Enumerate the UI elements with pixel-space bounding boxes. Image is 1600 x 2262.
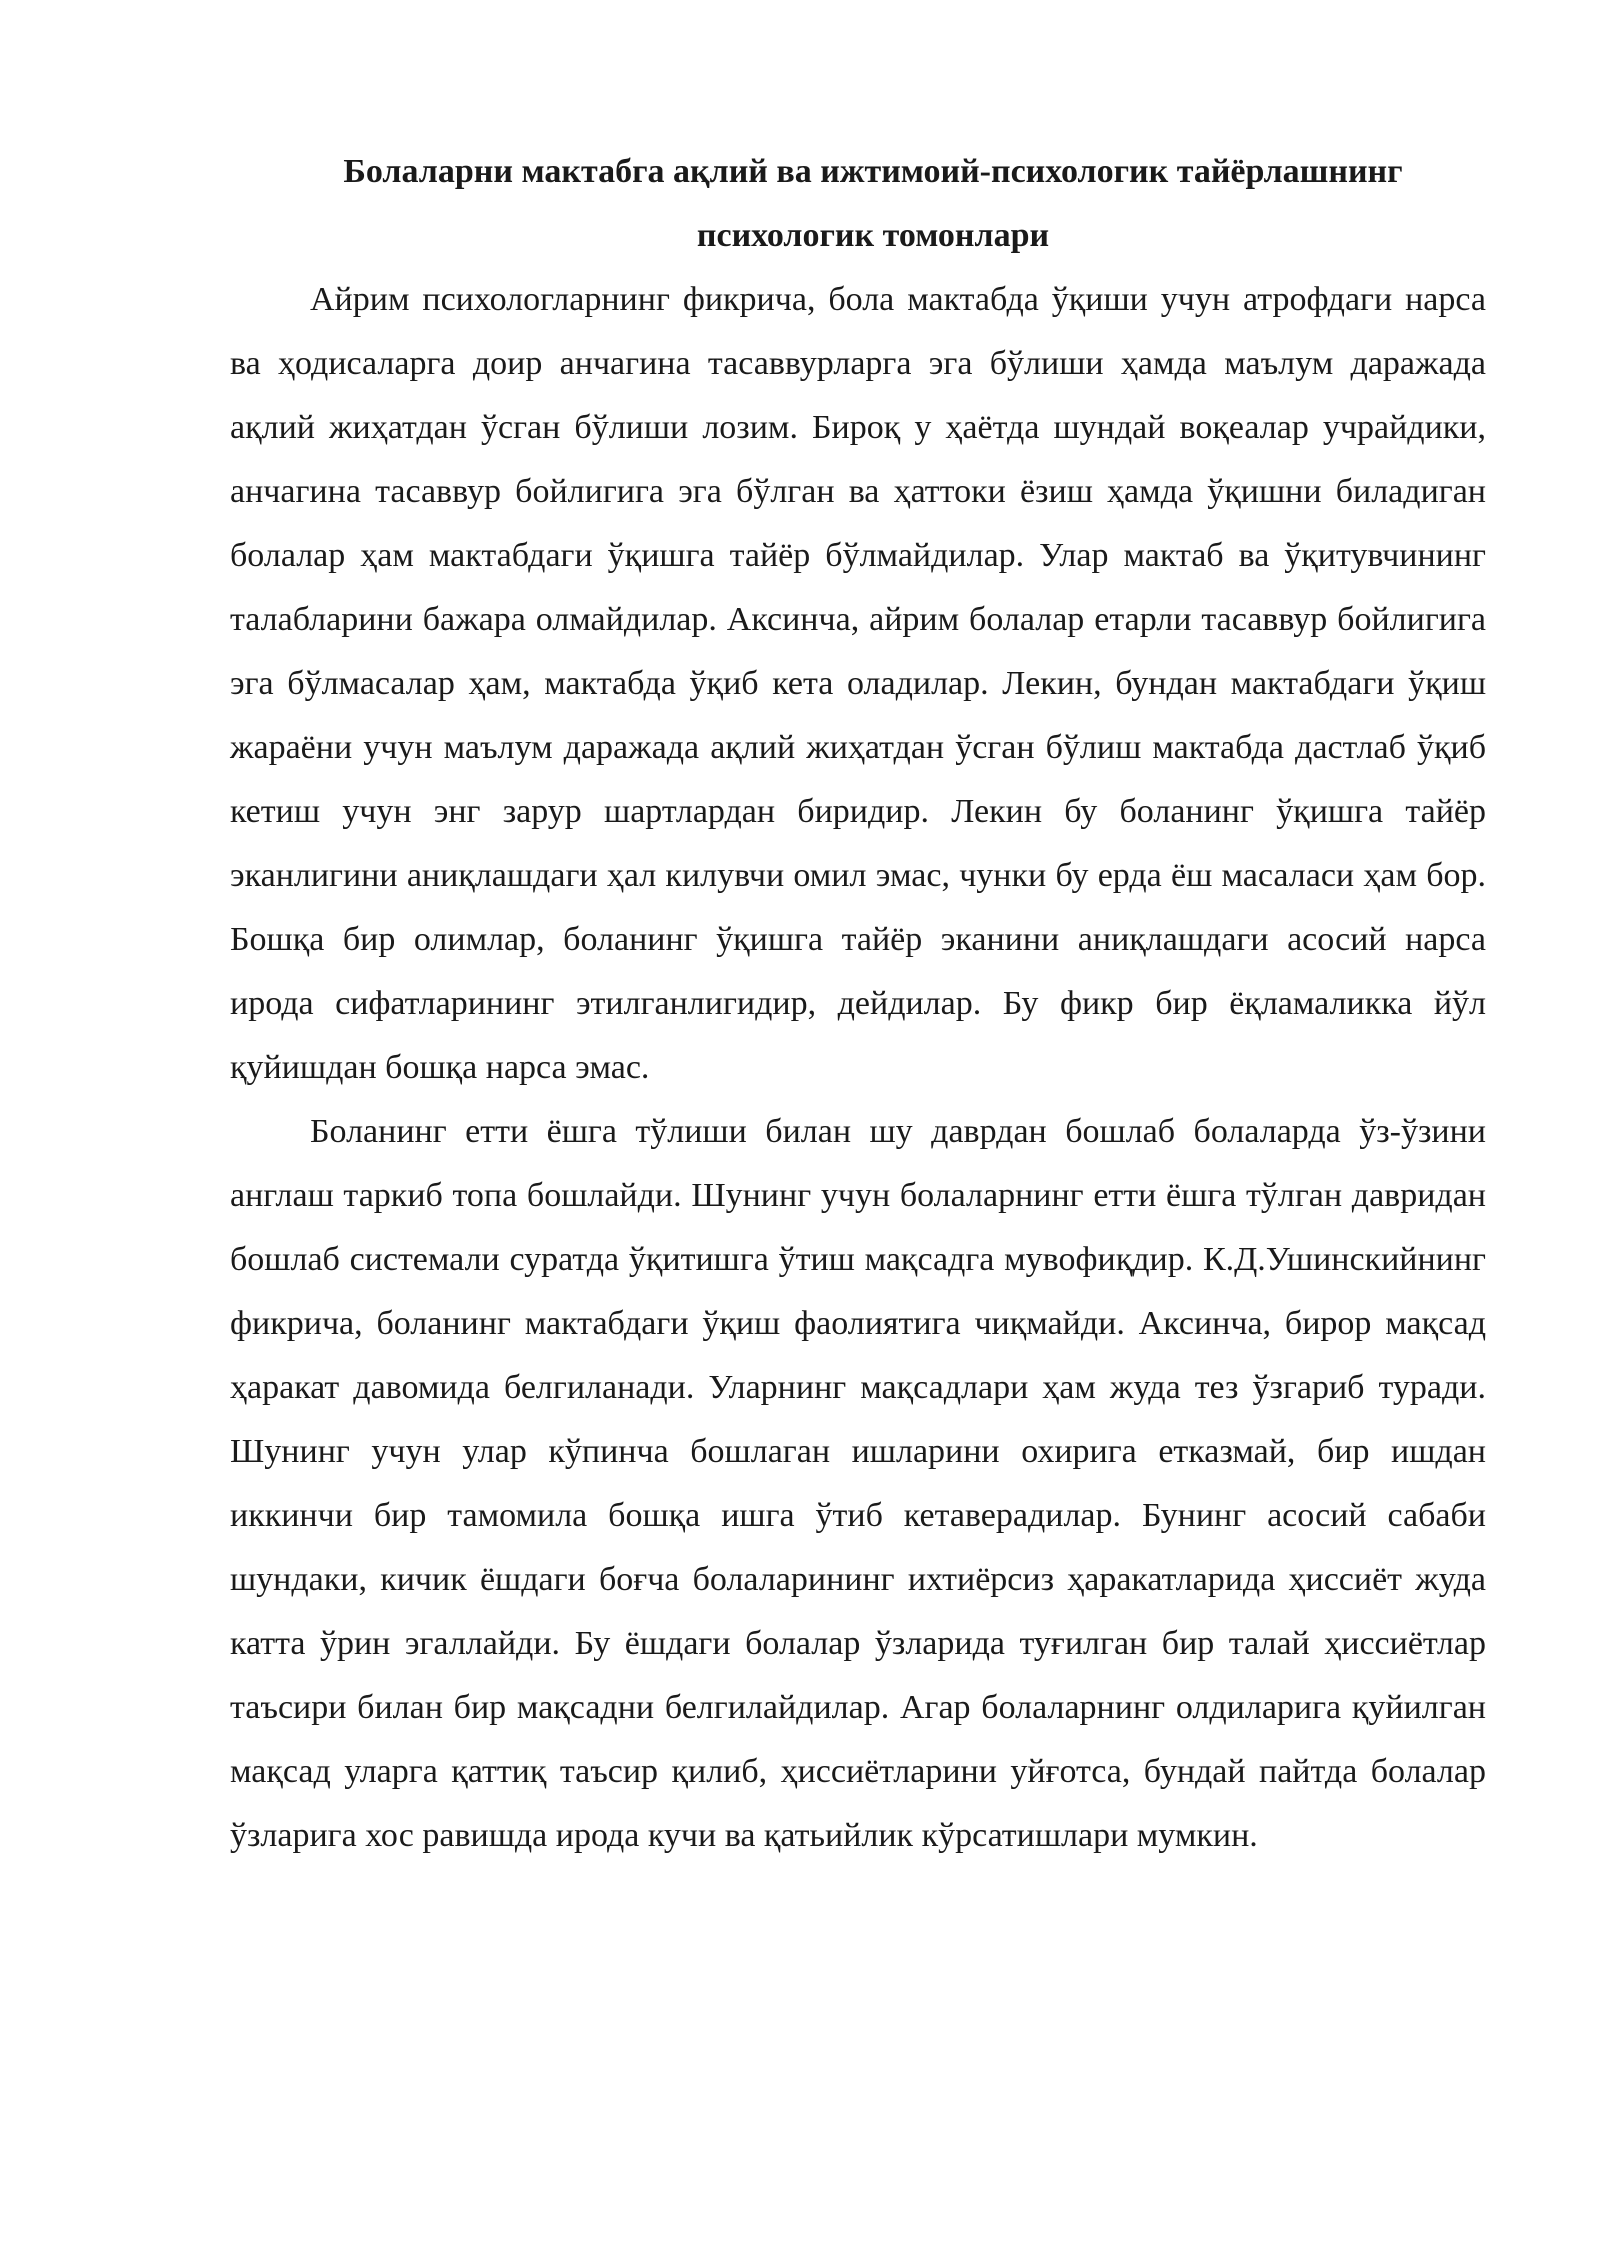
document-title: Болаларни мактабга ақлий ва ижтимоий-психологик тайёрлашнинг психологик томонлари	[343, 153, 1403, 254]
paragraph-2: Боланинг етти ёшга тўлиши билан шу даврдан бошлаб болаларда ўз-ўзини англаш таркиб топа бошлайди. Шунинг учун болаларнинг етти ёшга тўлган давридан бошлаб системали суратда ўқитишга ўтиш мақсадга мувофиқдир. К.Д.Ушинскийнинг фикрича, боланинг мактабдаги ўқиш фаолиятига чиқмайди. Аксинча, бирор мақсад ҳаракат давомида белгиланади. Уларнинг мақсадлари ҳам жуда тез ўзгариб туради. Шунинг учун улар кўпинча бошлаган ишларини охирига етказмай, бир ишдан иккинчи бир тамомила бошқа ишга ўтиб кетаверадилар. Бунинг асосий сабаби шундаки, кичик ёшдаги боғча болаларининг ихтиёрсиз ҳаракатларида ҳиссиёт жуда катта ўрин эгаллайди. Бу ёшдаги болалар ўзларида туғилган бир талай ҳиссиётлар таъсири билан бир мақсадни белгилайдилар. Агар болаларнинг олдиларига қуйилган мақсад уларга қаттиқ таъсир қилиб, ҳиссиётларини уйғотса, бундай пайтда болалар ўзларига хос равишда ирода кучи ва қатьийлик кўрсатишлари мумкин.	[230, 1113, 1486, 1854]
document-body	[230, 140, 1486, 1868]
paragraph-1: Айрим психологларнинг фикрича, бола мактабда ўқиши учун атрофдаги нарса ва ҳодисаларга доир анчагина тасаввурларга эга бўлиши ҳамда маълум даражада ақлий жиҳатдан ўсган бўлиши лозим. Бироқ у ҳаётда шундай воқеалар учрайдики, анчагина тасаввур бойлигига эга бўлган ва ҳаттоки ёзиш ҳамда ўқишни биладиган болалар ҳам мактабдаги ўқишга тайёр бўлмайдилар. Улар мактаб ва ўқитувчининг талабларини бажара олмайдилар. Аксинча, айрим болалар етарли тасаввур бойлигига эга бўлмасалар ҳам, мактабда ўқиб кета оладилар. Лекин, бундан мактабдаги ўқиш жараёни учун маълум даражада ақлий жиҳатдан ўсган бўлиш мактабда дастлаб ўқиб кетиш учун энг зарур шартлардан биридир. Лекин бу боланинг ўқишга тайёр эканлигини аниқлашдаги ҳал килувчи омил эмас, чунки бу ерда ёш масаласи ҳам бор. Бошқа бир олимлар, боланинг ўқишга тайёр эканини аниқлашдаги асосий нарса ирода сифатларининг этилганлигидир, дейдилар. Бу фикр бир ёқламаликка йўл қуйишдан бошқа нарса эмас.	[230, 281, 1486, 1086]
